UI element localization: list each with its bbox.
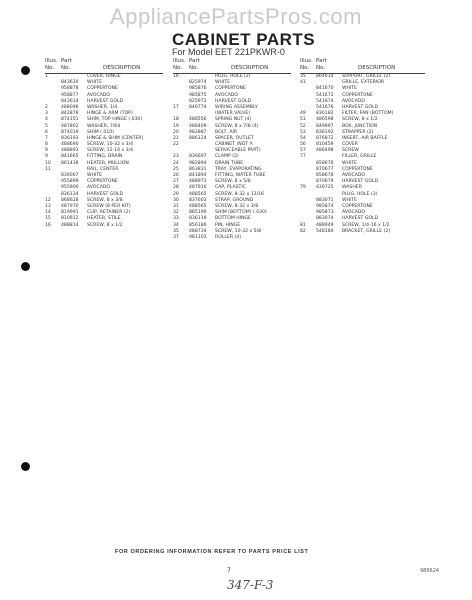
part-number: 883074 bbox=[316, 216, 334, 222]
illus-number: 35 bbox=[173, 228, 179, 234]
illus-number: 6 bbox=[45, 129, 48, 135]
header-part-no: No. bbox=[316, 65, 326, 71]
part-number: 985875 bbox=[189, 92, 207, 98]
part-description: SCREW, 8 x 7/8 (4) bbox=[215, 123, 259, 129]
part-description: AVOCADO bbox=[342, 98, 366, 104]
header-description: DESCRIPTION bbox=[358, 65, 396, 71]
part-number: 955899 bbox=[61, 179, 79, 185]
part-description: COVER bbox=[342, 142, 358, 148]
part-description: COPPERTONE bbox=[215, 86, 246, 92]
part-description: TRAY, EVAPORATING bbox=[215, 166, 262, 172]
part-description: SCREW, 8-32 x 13/16 bbox=[215, 191, 264, 197]
header-part: Part bbox=[316, 58, 327, 64]
binder-hole bbox=[21, 262, 30, 271]
handwritten-note: 347-F-3 bbox=[227, 578, 274, 592]
part-description: SCREW, 8 x 1/2 bbox=[342, 117, 378, 123]
part-description: COPPERTONE bbox=[87, 86, 118, 92]
part-number: 842878 bbox=[61, 111, 79, 117]
part-description: FITTING, WATER TUBE bbox=[215, 173, 266, 178]
part-description: WHITE bbox=[87, 173, 103, 178]
illus-number: 31 bbox=[173, 203, 179, 209]
part-description: COPPERTONE bbox=[342, 203, 373, 209]
part-number: 874019 bbox=[61, 129, 79, 135]
part-description: SPRING NUT (4) bbox=[215, 117, 252, 123]
header-no: No. bbox=[45, 65, 55, 71]
part-number: 486498 bbox=[316, 148, 334, 154]
illus-number: 54 bbox=[300, 135, 306, 141]
column-header bbox=[300, 58, 425, 74]
part-description: COVER, HINGE bbox=[87, 74, 121, 79]
page-title: CABINET PARTS bbox=[172, 30, 316, 49]
part-number: 488893 bbox=[61, 148, 79, 154]
parts-column-1 bbox=[45, 58, 163, 229]
binder-hole bbox=[21, 462, 30, 471]
illus-number: 12 bbox=[45, 197, 51, 203]
part-number: 487916 bbox=[189, 185, 207, 191]
illus-number: 57 bbox=[300, 148, 306, 154]
illus-number: 49 bbox=[300, 111, 306, 117]
parts-list bbox=[173, 74, 291, 241]
part-description: SCREW, 8 x 5/8 bbox=[215, 179, 251, 185]
part-description: RAIL, CENTER bbox=[87, 166, 119, 172]
part-number: 819991 bbox=[61, 210, 79, 216]
part-description: AVOCADO bbox=[342, 210, 366, 216]
binder-hole bbox=[21, 66, 30, 75]
illus-number: 2 bbox=[45, 104, 48, 110]
column-header bbox=[173, 58, 291, 74]
part-number: 858678 bbox=[316, 173, 334, 178]
part-number: 541672 bbox=[316, 92, 334, 98]
part-number: 849997 bbox=[316, 123, 334, 129]
part-number: 864614 bbox=[316, 74, 334, 79]
parts-column-2 bbox=[173, 58, 291, 241]
part-description: CLAMP (2) bbox=[215, 154, 239, 160]
part-description: DRAIN TUBE bbox=[215, 160, 244, 166]
part-description: BOLT, AIR bbox=[215, 129, 238, 135]
part-number: 955900 bbox=[61, 185, 79, 191]
part-number: 846774 bbox=[189, 104, 207, 110]
part-description: FILLER, GRILLE bbox=[342, 154, 377, 160]
illus-number: 33 bbox=[173, 216, 179, 222]
part-number: 825972 bbox=[189, 98, 207, 104]
part-description: SHIM (.010) bbox=[87, 129, 114, 135]
model-subtitle: For Model EET 221PKWR-0 bbox=[172, 47, 285, 57]
part-number: 541676 bbox=[316, 104, 334, 110]
illus-number: 41 bbox=[300, 80, 306, 86]
part-number: 439725 bbox=[316, 185, 334, 191]
illus-number: 1 bbox=[45, 74, 48, 79]
illus-number: 27 bbox=[173, 179, 179, 185]
part-number: 541674 bbox=[316, 98, 334, 104]
part-number: 488409 bbox=[189, 123, 207, 129]
part-description: SHIM, TOP HINGE (.030) bbox=[87, 117, 143, 123]
part-description: HEATER, STILE bbox=[87, 216, 121, 222]
part-row bbox=[300, 229, 425, 235]
illus-number: 16 bbox=[173, 74, 179, 79]
header-description: DESCRIPTION bbox=[231, 65, 269, 71]
illus-number: 11 bbox=[45, 166, 51, 172]
illus-number: 8 bbox=[45, 142, 48, 148]
part-description: STRAPPER (2) bbox=[342, 129, 374, 135]
part-description: HINGE & ARM (TOP) bbox=[87, 111, 133, 117]
part-number: 836134 bbox=[61, 191, 79, 197]
part-description: WASHER, 7/64 bbox=[87, 123, 121, 129]
header-part-no: No. bbox=[189, 65, 199, 71]
part-number: 488814 bbox=[61, 222, 79, 228]
illus-number: 15 bbox=[45, 216, 51, 222]
illus-number: 37 bbox=[173, 234, 179, 240]
header-no: No. bbox=[173, 65, 183, 71]
illus-number: 13 bbox=[45, 203, 51, 209]
part-number: 810912 bbox=[61, 216, 79, 222]
part-number: 488973 bbox=[189, 179, 207, 185]
part-description: SCREW, 10-32 x 5/8 bbox=[215, 228, 262, 234]
part-number: 837603 bbox=[189, 197, 207, 203]
part-number: 486598 bbox=[316, 117, 334, 123]
part-description: AVOCADO bbox=[87, 185, 111, 191]
part-number: 958877 bbox=[61, 92, 79, 98]
part-number: 843614 bbox=[61, 98, 79, 104]
part-number: 841665 bbox=[61, 154, 79, 160]
part-number: 836192 bbox=[316, 129, 334, 135]
illus-number: 17 bbox=[173, 104, 179, 110]
illus-number: 26 bbox=[173, 173, 179, 178]
illus-number: 35 bbox=[300, 74, 306, 79]
illus-number: 22 bbox=[173, 142, 179, 148]
part-description: FILTER, FAN (BOTTOM) bbox=[342, 111, 394, 117]
part-number: 487802 bbox=[61, 123, 79, 129]
part-number: 843630 bbox=[61, 80, 79, 86]
illus-number: 52 bbox=[300, 123, 306, 129]
part-number: 982887 bbox=[189, 129, 207, 135]
part-number: 958878 bbox=[61, 86, 79, 92]
illus-number: 9 bbox=[45, 154, 48, 160]
part-number: 876872 bbox=[316, 135, 334, 141]
part-description: WHITE bbox=[342, 197, 358, 203]
illus-number: 53 bbox=[300, 129, 306, 135]
part-number: 487970 bbox=[61, 203, 79, 209]
part-description: FITTING, DRAIN bbox=[87, 154, 123, 160]
header-part: Part bbox=[189, 58, 200, 64]
part-description: PIN, HINGE bbox=[215, 222, 241, 228]
illus-number: 10 bbox=[45, 160, 51, 166]
part-description: HARVEST GOLD bbox=[215, 98, 252, 104]
part-number: 488565 bbox=[189, 203, 207, 209]
part-description: SCREW bbox=[342, 148, 359, 154]
part-description: BRACKET, GRILLE (2) bbox=[342, 228, 391, 234]
part-number: 856186 bbox=[189, 222, 207, 228]
part-description: WHITE bbox=[87, 80, 103, 86]
part-description: HINGE & SHIM (CENTER) bbox=[87, 135, 144, 141]
illus-number: 16 bbox=[45, 222, 51, 228]
part-number: 874151 bbox=[61, 117, 79, 123]
illus-number: 28 bbox=[173, 185, 179, 191]
header-part-no: No. bbox=[61, 65, 71, 71]
illus-number: 25 bbox=[173, 166, 179, 172]
part-number: 836182 bbox=[316, 111, 334, 117]
illus-number: 23 bbox=[173, 154, 179, 160]
illus-number: 3 bbox=[45, 111, 48, 117]
part-description: HARVEST GOLD bbox=[342, 104, 379, 110]
part-number: 863831 bbox=[189, 166, 207, 172]
part-description: AVOCADO bbox=[87, 92, 111, 98]
illus-number: 7 bbox=[45, 135, 48, 141]
part-number: 810459 bbox=[316, 142, 334, 148]
part-number: 488556 bbox=[189, 117, 207, 123]
part-description: COPPERTONE bbox=[342, 92, 373, 98]
parts-list bbox=[300, 74, 425, 235]
illus-number: 29 bbox=[173, 191, 179, 197]
part-description: HEATER, MULLION bbox=[87, 160, 129, 166]
header-part: Part bbox=[61, 58, 72, 64]
illus-number: 30 bbox=[173, 197, 179, 203]
part-description: BOX, JUNCTION bbox=[342, 123, 378, 129]
part-number: 870677 bbox=[316, 166, 334, 172]
illus-number: 82 bbox=[300, 228, 306, 234]
part-number: 825974 bbox=[189, 80, 207, 86]
part-description: PLUG, HOLE (3) bbox=[342, 191, 378, 197]
part-number: 870679 bbox=[316, 179, 334, 185]
part-number: 982894 bbox=[189, 160, 207, 166]
illus-number: 18 bbox=[173, 117, 179, 123]
part-number: 985876 bbox=[189, 86, 207, 92]
illus-number: 24 bbox=[173, 160, 179, 166]
parts-list bbox=[45, 74, 163, 229]
part-description: AVOCADO bbox=[215, 92, 239, 98]
part-description: SCREW, 8-32 x 3/8 bbox=[215, 203, 259, 209]
part-description: WASHER bbox=[342, 185, 362, 191]
header-illus: Illus. bbox=[45, 58, 58, 64]
part-description: HARVEST GOLD bbox=[342, 216, 379, 222]
part-description: WHITE bbox=[342, 86, 358, 92]
part-description: WASHER, 1/4 bbox=[87, 104, 118, 110]
part-number: 548180 bbox=[316, 228, 334, 234]
part-number: 868628 bbox=[61, 197, 79, 203]
part-number: 488096 bbox=[61, 104, 79, 110]
part-description: CABINET (NOT A bbox=[215, 142, 253, 148]
page-number: 7 bbox=[227, 567, 231, 574]
part-description: HARVEST GOLD bbox=[87, 98, 124, 104]
header-illus: Illus. bbox=[300, 58, 313, 64]
part-row bbox=[173, 235, 291, 241]
illus-number: 9 bbox=[45, 148, 48, 154]
ordering-footer: FOR ORDERING INFORMATION REFER TO PARTS PRICE LIST bbox=[115, 549, 309, 555]
part-description: SCREW (8 PER KIT) bbox=[87, 203, 131, 209]
part-description: INSERT, AIR BAFFLE bbox=[342, 135, 388, 141]
header-no: No. bbox=[300, 65, 310, 71]
part-description: SCREW, 12-14 x 3/4 bbox=[87, 148, 134, 154]
part-number: 885199 bbox=[189, 210, 207, 216]
part-number: 981103 bbox=[189, 234, 207, 240]
part-description: CAP, PLASTIC bbox=[215, 185, 246, 191]
part-description: SCREW, 8 x 1/2 bbox=[87, 222, 123, 228]
illus-number: 4 bbox=[45, 117, 48, 123]
header-description: DESCRIPTION bbox=[103, 65, 141, 71]
part-number: 488565 bbox=[189, 191, 207, 197]
part-description: WHITE bbox=[342, 160, 358, 166]
part-description: AVOCADO bbox=[342, 173, 366, 178]
part-description: SCREW, 8 x 3/8 bbox=[87, 197, 123, 203]
part-number: 488690 bbox=[61, 142, 79, 148]
part-description: SCREW, 10-32 x 3/4 bbox=[87, 142, 134, 148]
part-description: STRAP, GROUND bbox=[215, 197, 254, 203]
illus-number: 19 bbox=[173, 123, 179, 129]
part-description: COPPERTONE bbox=[342, 166, 373, 172]
part-description: ROLLER (4) bbox=[215, 234, 241, 240]
part-description: CLIP, RETAINER (2) bbox=[87, 210, 131, 216]
illus-number: 20 bbox=[173, 129, 179, 135]
part-number: 985873 bbox=[316, 210, 334, 216]
part-description: WIRING ASSEMBLY bbox=[215, 104, 258, 110]
part-row bbox=[45, 223, 163, 229]
part-number: 836697 bbox=[189, 154, 207, 160]
part-number: 886124 bbox=[189, 135, 207, 141]
part-number: 985874 bbox=[316, 203, 334, 209]
part-description: BOTTOM HINGE bbox=[215, 216, 251, 222]
illus-number: 14 bbox=[45, 210, 51, 216]
part-number: 836067 bbox=[61, 173, 79, 178]
part-description: SCREW, 1/4-16 x 1/2 bbox=[342, 222, 390, 228]
part-description: GRILLE, EXTERIOR bbox=[342, 80, 385, 86]
illus-number: 34 bbox=[173, 222, 179, 228]
illus-number: 56 bbox=[300, 142, 306, 148]
part-number: 488734 bbox=[189, 228, 207, 234]
watermark-text: AppliancePartsPros.com bbox=[110, 4, 362, 29]
illus-number: 51 bbox=[300, 117, 306, 123]
part-number: 841894 bbox=[189, 173, 207, 178]
part-description: COPPERTONE bbox=[87, 179, 118, 185]
illus-number: 32 bbox=[173, 210, 179, 216]
illus-number: 21 bbox=[173, 135, 179, 141]
part-number: 488949 bbox=[316, 222, 334, 228]
part-number: 836119 bbox=[189, 216, 207, 222]
illus-number: 81 bbox=[300, 222, 306, 228]
part-number: 841670 bbox=[316, 86, 334, 92]
illus-number: 79 bbox=[300, 185, 306, 191]
part-description: HARVEST GOLD bbox=[87, 191, 124, 197]
part-number: 861438 bbox=[61, 160, 79, 166]
part-description: HARVEST GOLD bbox=[342, 179, 379, 185]
part-description: PLUG, HOLE (2) bbox=[215, 74, 251, 79]
header-illus: Illus. bbox=[173, 58, 186, 64]
parts-column-3 bbox=[300, 58, 425, 235]
part-description: SERVICEABLE PART) bbox=[215, 148, 261, 154]
part-description: SHIM (BOTTOM) (.030) bbox=[215, 210, 267, 216]
part-description: SUPPORT, GRILLE (2) bbox=[342, 74, 391, 79]
illus-number: 5 bbox=[45, 123, 48, 129]
part-number: 858676 bbox=[316, 160, 334, 166]
document-number: 986624 bbox=[420, 568, 440, 574]
column-header bbox=[45, 58, 163, 74]
part-description: (WATER VALVE) bbox=[215, 111, 251, 117]
part-number: 883071 bbox=[316, 197, 334, 203]
part-description: WHITE bbox=[215, 80, 231, 86]
part-number: 836193 bbox=[61, 135, 79, 141]
illus-number: 77 bbox=[300, 154, 306, 160]
part-description: SPACER, OUTLET bbox=[215, 135, 254, 141]
